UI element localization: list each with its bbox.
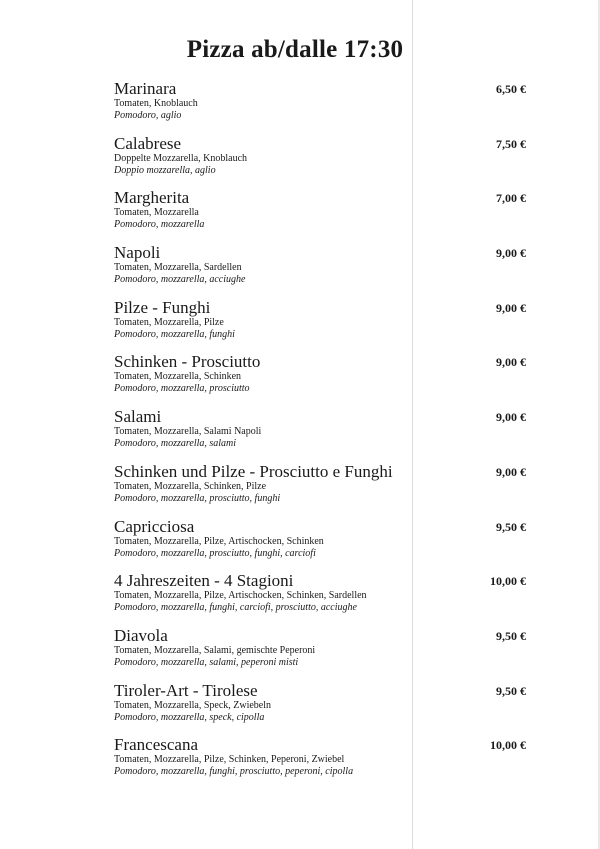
item-ingredients-de: Tomaten, Mozzarella, Sardellen <box>114 262 242 274</box>
menu-item <box>114 735 526 790</box>
item-name: Napoli <box>114 243 161 263</box>
item-name: Calabrese <box>114 133 182 153</box>
item-name: Capricciosa <box>114 516 195 536</box>
menu-list <box>114 79 526 790</box>
menu-item <box>114 79 526 134</box>
item-ingredients-de: Tomaten, Mozzarella, Pilze <box>114 316 224 328</box>
menu-item <box>114 134 526 189</box>
item-ingredients-de: Tomaten, Mozzarella, Pilze, Artischocken, Schinken, Sardellen <box>114 590 367 602</box>
item-price: 10,00 € <box>490 738 526 753</box>
menu-item <box>114 407 526 462</box>
item-name: Tiroler-Art - Tirolese <box>114 680 258 700</box>
item-price: 7,00 € <box>496 191 526 206</box>
item-ingredients-de: Tomaten, Mozzarella, Salami Napoli <box>114 426 262 438</box>
item-ingredients-it: Pomodoro, mozzarella, prosciutto, funghi, carciofi <box>114 547 316 559</box>
item-ingredients-it: Pomodoro, mozzarella, prosciutto, funghi <box>114 492 281 504</box>
item-price: 9,00 € <box>496 410 526 425</box>
item-ingredients-it: Pomodoro, mozzarella, prosciutto <box>114 383 250 395</box>
item-ingredients-it: Pomodoro, mozzarella, funghi, prosciutto, peperoni, cipolla <box>114 766 354 778</box>
item-name: Salami <box>114 407 162 427</box>
item-ingredients-de: Tomaten, Mozzarella, Schinken, Pilze <box>114 480 267 492</box>
item-ingredients-de: Doppelte Mozzarella, Knoblauch <box>114 152 248 164</box>
page-title-text: Pizza ab/dalle 17:30 <box>186 36 404 63</box>
item-ingredients-it: Doppio mozzarella, aglio <box>114 164 216 176</box>
item-price: 9,00 € <box>496 246 526 261</box>
page-title <box>0 36 600 64</box>
item-price: 7,50 € <box>496 136 526 151</box>
menu-item <box>114 626 526 681</box>
menu-item <box>114 571 526 626</box>
item-price: 9,00 € <box>496 464 526 479</box>
item-price: 9,50 € <box>496 683 526 698</box>
item-name: Schinken und Pilze - Prosciutto e Funghi <box>114 461 393 481</box>
item-ingredients-it: Pomodoro, mozzarella, funghi, carciofi, prosciutto, acciughe <box>114 602 357 614</box>
item-ingredients-it: Pomodoro, mozzarella, salami, peperoni misti <box>114 656 299 668</box>
item-name: Pilze - Funghi <box>114 297 211 317</box>
item-price: 9,50 € <box>496 519 526 534</box>
item-name: Margherita <box>114 188 190 208</box>
item-ingredients-it: Pomodoro, mozzarella, salami <box>114 438 237 450</box>
item-price: 9,50 € <box>496 628 526 643</box>
item-ingredients-it: Pomodoro, aglio <box>114 110 182 121</box>
item-name: 4 Jahreszeiten - 4 Stagioni <box>114 571 294 591</box>
item-price: 10,00 € <box>490 574 526 589</box>
menu-item <box>114 462 526 517</box>
item-ingredients-de: Tomaten, Mozzarella, Speck, Zwiebeln <box>114 699 272 711</box>
item-ingredients-de: Tomaten, Knoblauch <box>114 98 198 109</box>
item-ingredients-it: Pomodoro, mozzarella <box>114 219 205 231</box>
item-price: 9,00 € <box>496 300 526 315</box>
menu-item <box>114 298 526 353</box>
item-ingredients-de: Tomaten, Mozzarella, Pilze, Schinken, Peperoni, Zwiebel <box>114 754 345 766</box>
menu-item <box>114 352 526 407</box>
item-price: 6,50 € <box>496 82 526 96</box>
item-price: 9,00 € <box>496 355 526 370</box>
item-name: Schinken - Prosciutto <box>114 352 261 372</box>
item-name: Diavola <box>114 625 168 645</box>
menu-item <box>114 188 526 243</box>
item-ingredients-it: Pomodoro, mozzarella, funghi <box>114 328 235 340</box>
menu-item <box>114 681 526 736</box>
item-name: Marinara <box>114 79 177 98</box>
item-ingredients-it: Pomodoro, mozzarella, speck, cipolla <box>114 711 265 723</box>
menu-item <box>114 517 526 572</box>
item-name: Francescana <box>114 735 199 755</box>
item-ingredients-de: Tomaten, Mozzarella, Schinken <box>114 371 242 383</box>
item-ingredients-de: Tomaten, Mozzarella, Salami, gemischte Peperoni <box>114 644 316 656</box>
item-ingredients-de: Tomaten, Mozzarella, Pilze, Artischocken, Schinken <box>114 535 324 547</box>
menu-item <box>114 243 526 298</box>
item-ingredients-it: Pomodoro, mozzarella, acciughe <box>114 274 246 286</box>
item-ingredients-de: Tomaten, Mozzarella <box>114 207 199 219</box>
